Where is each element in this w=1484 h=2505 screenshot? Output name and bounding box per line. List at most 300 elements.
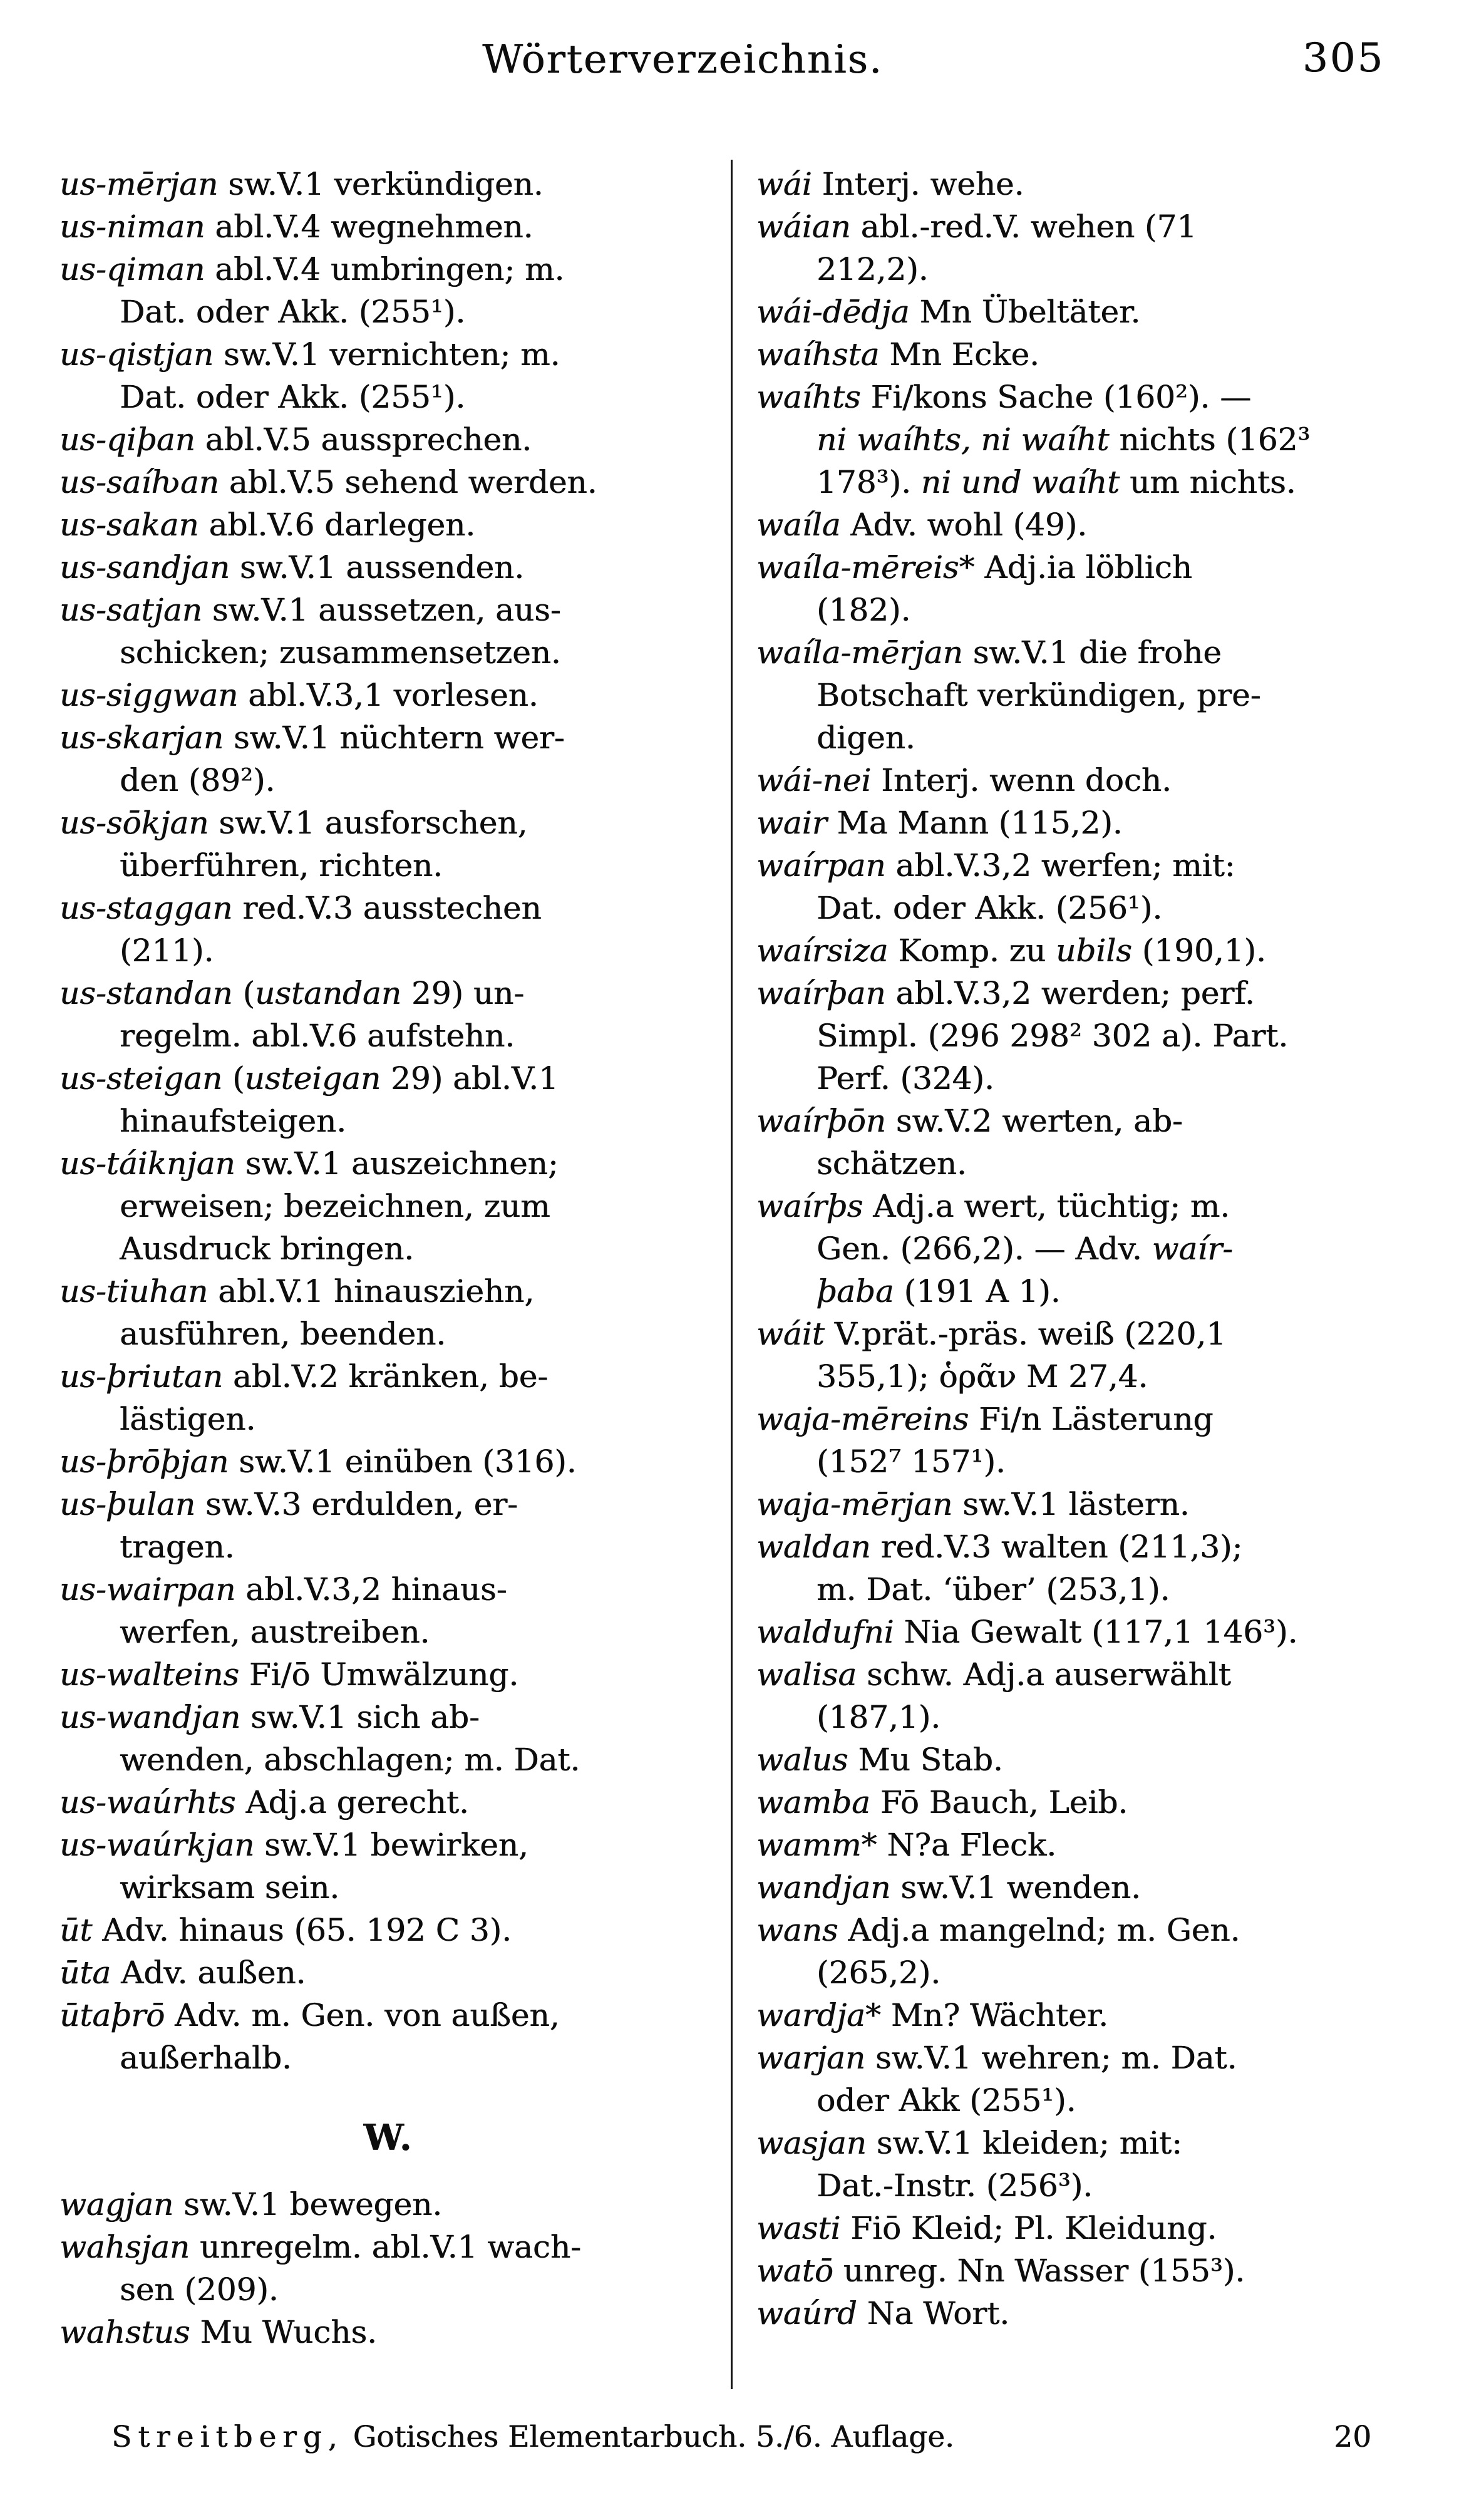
gothic-term: us-qistjan [59, 336, 214, 373]
entry-line-continuation [756, 418, 1448, 461]
gothic-term: waíla-mēreis* [756, 549, 975, 586]
dictionary-entry [59, 589, 717, 674]
entry-line [59, 1440, 717, 1483]
gloss-text: sw.V.1 aussenden. [229, 549, 525, 586]
gloss-text: Dat. oder Akk. (255¹). [120, 294, 466, 330]
gothic-term: wagjan [59, 2186, 174, 2223]
gloss-text: Adj.ia löblich [974, 549, 1192, 586]
footer-author: Streitberg, [111, 2420, 344, 2454]
gloss-text: lästigen. [120, 1401, 256, 1437]
entry-line [59, 589, 717, 631]
gloss-text: den (89²). [120, 762, 276, 798]
entry-line [59, 163, 717, 205]
gloss-text: Interj. wenn doch. [871, 762, 1172, 798]
gloss-text: Fō Bauch, Leib. [870, 1784, 1128, 1821]
dictionary-entry [756, 333, 1448, 376]
entry-line-continuation [59, 1611, 717, 1653]
gothic-term: us-þrōþjan [59, 1444, 229, 1480]
entry-line [756, 1824, 1448, 1866]
entry-line [756, 1866, 1448, 1909]
entry-line [756, 163, 1448, 205]
gothic-term: us-wandjan [59, 1699, 241, 1735]
entry-line-continuation [59, 291, 717, 333]
gloss-text: m. Dat. ‘über’ (253,1). [817, 1571, 1170, 1608]
gloss-text: Adv. m. Gen. von außen, [165, 1997, 560, 2033]
entry-line-continuation [59, 929, 717, 972]
page-footer [111, 2420, 1371, 2454]
entry-line-continuation [59, 844, 717, 887]
gloss-text: digen. [817, 720, 915, 756]
entry-line [756, 1653, 1448, 1696]
gloss-text: sw.V.1 nüchtern wer- [223, 720, 565, 756]
gloss-text: red.V.3 ausstechen [232, 890, 542, 926]
dictionary-entry [756, 929, 1448, 972]
entry-line [756, 1185, 1448, 1227]
dictionary-entry [59, 1909, 717, 1951]
entry-line [756, 972, 1448, 1015]
dictionary-entry [59, 1355, 717, 1440]
dictionary-entry [59, 1824, 717, 1909]
dictionary-entry [59, 2226, 717, 2311]
gothic-term: watō [756, 2253, 833, 2289]
dictionary-entry [59, 2311, 717, 2353]
entry-line-continuation [59, 1738, 717, 1781]
gloss-text: abl.V.4 wegnehmen. [205, 209, 533, 245]
entry-line [59, 716, 717, 759]
gothic-term: us-tiuhan [59, 1273, 209, 1309]
gloss-text: Dat. oder Akk. (256¹). [817, 890, 1163, 926]
gloss-text: unregelm. abl.V.1 wach- [189, 2229, 581, 2265]
gothic-term: us-walteins [59, 1656, 239, 1693]
entry-line [756, 205, 1448, 248]
gothic-term: wahstus [59, 2314, 190, 2350]
gloss-text: Adv. hinaus (65. 192 C 3). [92, 1912, 512, 1948]
gothic-term: us-steigan [59, 1060, 223, 1097]
gloss-text: Fi/n Lästerung [969, 1401, 1213, 1437]
dictionary-entry [756, 205, 1448, 291]
gloss-text: (190,1). [1131, 932, 1266, 969]
entry-line [59, 1270, 717, 1313]
entry-line-continuation [756, 674, 1448, 716]
entry-line [756, 1781, 1448, 1824]
entry-line [756, 1611, 1448, 1653]
gloss-text: sw.V.1 kleiden; mit: [866, 2125, 1182, 2161]
gothic-term: waja-mērjan [756, 1486, 953, 1522]
gloss-text: abl.V.2 kränken, be- [222, 1358, 549, 1395]
gloss-text: sw.V.1 auszeichnen; [235, 1145, 559, 1182]
gloss-text: (265,2). [817, 1955, 941, 1991]
entry-line [756, 2122, 1448, 2164]
gloss-text: sw.V.1 aussetzen, aus- [202, 592, 561, 628]
column-divider [731, 160, 733, 2389]
running-title: Wörterverzeichnis. [482, 36, 883, 82]
entry-line [59, 2183, 717, 2226]
entry-line-continuation [59, 1526, 717, 1568]
entry-line [756, 1526, 1448, 1568]
entry-line [59, 1824, 717, 1866]
gothic-term: ūta [59, 1955, 111, 1991]
entry-line-continuation [59, 759, 717, 802]
entry-line [756, 1909, 1448, 1951]
gloss-text: Interj. wehe. [812, 166, 1024, 202]
gloss-text: Mu Stab. [848, 1742, 1003, 1778]
footer-sheet-number: 20 [1334, 2420, 1371, 2454]
gloss-text: N?a Fleck. [877, 1827, 1057, 1863]
gloss-text: wenden, abschlagen; m. Dat. [120, 1742, 580, 1778]
gothic-term: waja-mēreins [756, 1401, 969, 1437]
gloss-text: Adj.a gerecht. [235, 1784, 469, 1821]
gloss-text: Na Wort. [857, 2295, 1010, 2332]
gloss-text: abl.V.1 hinausziehn, [208, 1273, 535, 1309]
entry-line [59, 1994, 717, 2037]
entry-line [756, 291, 1448, 333]
gloss-text: Ausdruck bringen. [120, 1231, 415, 1267]
gothic-term: us-sōkjan [59, 805, 209, 841]
right-column [756, 163, 1448, 2335]
gothic-term: wasti [756, 2210, 841, 2246]
entry-line [59, 2311, 717, 2353]
dictionary-entry [756, 2292, 1448, 2335]
dictionary-entry [59, 546, 717, 589]
gloss-text: außerhalb. [120, 2040, 292, 2076]
dictionary-entry [59, 1994, 717, 2079]
entry-line [756, 1994, 1448, 2037]
dictionary-entry [59, 1142, 717, 1270]
gloss-text: abl.V.3,2 werfen; mit: [885, 847, 1235, 884]
dictionary-entry [756, 1824, 1448, 1866]
gothic-term: waúrd [756, 2295, 857, 2332]
entry-line-continuation [756, 461, 1448, 504]
gloss-text: sw.V.1 sich ab- [240, 1699, 480, 1735]
gloss-text: 29) abl.V.1 [381, 1060, 559, 1097]
gothic-term: waírþs [756, 1188, 863, 1224]
dictionary-entry [756, 1611, 1448, 1653]
gloss-text: sw.V.2 werten, ab- [885, 1103, 1183, 1139]
dictionary-entry [756, 844, 1448, 929]
gloss-text: Ma Mann (115,2). [827, 805, 1123, 841]
entry-line-continuation [756, 1270, 1448, 1313]
gloss-text: sw.V.1 vernichten; m. [214, 336, 560, 373]
dictionary-entry [59, 504, 717, 546]
gothic-term: ni waíhts, ni waíht [817, 421, 1110, 458]
entry-line-continuation [59, 1100, 717, 1142]
entry-line [756, 1100, 1448, 1142]
entry-line-continuation [756, 887, 1448, 929]
dictionary-entry [59, 972, 717, 1057]
gloss-text: (152⁷ 157¹). [817, 1444, 1006, 1480]
entry-line [756, 844, 1448, 887]
entry-line [59, 546, 717, 589]
gloss-text: werfen, austreiben. [120, 1614, 430, 1650]
gloss-text: abl.V.3,2 werden; perf. [885, 975, 1255, 1011]
gloss-text: 355,1); ὁρᾶν M 27,4. [817, 1358, 1148, 1395]
dictionary-entry [59, 716, 717, 802]
dictionary-entry [59, 802, 717, 887]
entry-line [59, 461, 717, 504]
gothic-term: wáit [756, 1316, 825, 1352]
entry-line [756, 546, 1448, 589]
gloss-text: Mn Ecke. [879, 336, 1039, 373]
gloss-text: red.V.3 walten (211,3); [870, 1529, 1243, 1565]
gothic-term: us-þulan [59, 1486, 195, 1522]
entry-line-continuation [756, 1015, 1448, 1057]
gothic-term: wair [756, 805, 827, 841]
entry-line [756, 2037, 1448, 2079]
gloss-text: erweisen; bezeichnen, zum [120, 1188, 550, 1224]
gothic-term: wamm* [756, 1827, 877, 1863]
gothic-term: ustandan [254, 975, 401, 1011]
gothic-term: wardja* [756, 1997, 881, 2033]
gloss-text: 29) un- [401, 975, 525, 1011]
dictionary-entry [756, 1909, 1448, 1994]
gothic-term: wasjan [756, 2125, 867, 2161]
gothic-term: waíla [756, 507, 841, 543]
gothic-term: wái [756, 166, 812, 202]
dictionary-entry [756, 1313, 1448, 1398]
dictionary-entry [59, 1653, 717, 1696]
gloss-text: hinaufsteigen. [120, 1103, 346, 1139]
gothic-term: us-standan [59, 975, 233, 1011]
gothic-term: ūtaþrō [59, 1997, 165, 2033]
entry-line [59, 1568, 717, 1611]
entry-line-continuation [756, 716, 1448, 759]
entry-line-continuation [59, 631, 717, 674]
gothic-term: wái-nei [756, 762, 872, 798]
dictionary-entry [59, 674, 717, 716]
dictionary-entry [59, 1568, 717, 1653]
gloss-text: überführen, richten. [120, 847, 443, 884]
entry-line-continuation [756, 2164, 1448, 2207]
gloss-text: (187,1). [817, 1699, 941, 1735]
dictionary-entry [59, 163, 717, 205]
dictionary-entry [756, 1653, 1448, 1738]
dictionary-entry [756, 1738, 1448, 1781]
entry-line [59, 802, 717, 844]
dictionary-entry [59, 1270, 717, 1355]
footer-citation [111, 2420, 954, 2454]
gothic-term: us-siggwan [59, 677, 239, 713]
gloss-text: Botschaft verkündigen, pre- [817, 677, 1261, 713]
gloss-text: Adj.a mangelnd; m. Gen. [838, 1912, 1240, 1948]
gloss-text: Fi/ō Umwälzung. [239, 1656, 519, 1693]
dictionary-entry [59, 1781, 717, 1824]
gothic-term: waíla-mērjan [756, 634, 963, 671]
entry-line [756, 1738, 1448, 1781]
entry-line [59, 1653, 717, 1696]
gloss-text: abl.V.4 umbringen; m. [205, 251, 565, 287]
left-column [59, 163, 717, 2353]
entry-line [59, 1057, 717, 1100]
gloss-text: abl.V.5 aussprechen. [195, 421, 532, 458]
footer-book-title: Gotisches Elementarbuch. 5./6. Auflage. [343, 2420, 954, 2454]
entry-line [756, 929, 1448, 972]
gloss-text: sen (209). [120, 2271, 279, 2308]
entry-line [59, 248, 717, 291]
gloss-text: Simpl. (296 298² 302 a). Part. [817, 1018, 1289, 1054]
dictionary-entry [756, 163, 1448, 205]
entry-line-continuation [756, 1355, 1448, 1398]
gothic-term: us-sandjan [59, 549, 230, 586]
dictionary-entry [756, 631, 1448, 759]
entry-line-continuation [756, 1696, 1448, 1738]
gothic-term: warjan [756, 2040, 866, 2076]
gloss-text: Fi/kons Sache (160²). — [860, 379, 1252, 415]
gloss-text: V.prät.-präs. weiß (220,1 [824, 1316, 1226, 1352]
dictionary-entry [756, 1526, 1448, 1611]
gothic-term: ubils [1055, 932, 1132, 969]
gothic-term: us-þriutan [59, 1358, 223, 1395]
gloss-text: oder Akk (255¹). [817, 2082, 1076, 2119]
gothic-term: waldufni [756, 1614, 894, 1650]
gloss-text: abl.V.5 sehend werden. [219, 464, 597, 500]
gloss-text: sw.V.1 ausforschen, [209, 805, 528, 841]
entry-line-continuation [756, 1142, 1448, 1185]
gloss-text: sw.V.1 einüben (316). [229, 1444, 577, 1480]
dictionary-entry [756, 759, 1448, 802]
gloss-text: abl.V.3,1 vorlesen. [238, 677, 538, 713]
entry-line-continuation [59, 1313, 717, 1355]
dictionary-entry [756, 546, 1448, 631]
gloss-text: sw.V.1 verkündigen. [218, 166, 544, 202]
gothic-term: us-skarjan [59, 720, 224, 756]
entry-line-continuation [756, 1057, 1448, 1100]
gothic-term: waírþōn [756, 1103, 886, 1139]
entry-line [756, 376, 1448, 418]
gothic-term: us-qiþan [59, 421, 195, 458]
gothic-term: waíhts [756, 379, 861, 415]
entry-line [59, 1355, 717, 1398]
gothic-term: us-sakan [59, 507, 199, 543]
gothic-term: usteigan [244, 1060, 381, 1097]
gloss-text: um nichts. [1120, 464, 1296, 500]
gloss-text: ( [232, 975, 255, 1011]
gothic-term: walisa [756, 1656, 857, 1693]
entry-line-continuation [59, 1185, 717, 1227]
gloss-text: schw. Adj.a auserwählt [857, 1656, 1231, 1693]
dictionary-entry [59, 1696, 717, 1781]
gloss-text: sw.V.1 wenden. [890, 1869, 1141, 1906]
entry-line-continuation [756, 1440, 1448, 1483]
dictionary-entry [756, 802, 1448, 844]
gloss-text: (191 A 1). [894, 1273, 1061, 1309]
section-heading-w: W. [363, 2117, 413, 2159]
entry-line [59, 1909, 717, 1951]
entry-line [59, 887, 717, 929]
gothic-term: us-wairpan [59, 1571, 236, 1608]
entry-line-continuation [756, 1951, 1448, 1994]
gloss-text: sw.V.1 bewegen. [173, 2186, 443, 2223]
gothic-term: wáian [756, 209, 851, 245]
gothic-term: wái-dēdja [756, 294, 910, 330]
entry-line [59, 674, 717, 716]
entry-line-continuation [59, 2268, 717, 2311]
gloss-text: unreg. Nn Wasser (155³). [833, 2253, 1245, 2289]
entry-line [756, 1483, 1448, 1526]
gloss-text: ausführen, beenden. [120, 1316, 446, 1352]
gloss-text: regelm. abl.V.6 aufstehn. [120, 1018, 515, 1054]
gothic-term: waírþan [756, 975, 886, 1011]
gloss-text: wirksam sein. [120, 1869, 340, 1906]
entry-line-continuation [59, 2037, 717, 2079]
dictionary-entry [756, 1483, 1448, 1526]
dictionary-entry [756, 291, 1448, 333]
dictionary-entry [59, 1057, 717, 1142]
entry-line [59, 1483, 717, 1526]
gothic-term: wamba [756, 1784, 870, 1821]
dictionary-entry [59, 1951, 717, 1994]
gloss-text: (211). [120, 932, 214, 969]
gloss-text: sw.V.3 erdulden, er- [195, 1486, 518, 1522]
gloss-text: Adv. außen. [111, 1955, 306, 1991]
dictionary-entry [756, 1398, 1448, 1483]
gothic-term: waírpan [756, 847, 886, 884]
gloss-text: schätzen. [817, 1145, 967, 1182]
gothic-term: us-waúrkjan [59, 1827, 255, 1863]
entry-line-continuation [756, 1568, 1448, 1611]
dictionary-entry [756, 2037, 1448, 2122]
dictionary-entry [756, 972, 1448, 1100]
dictionary-entry [59, 461, 717, 504]
entry-line [59, 333, 717, 376]
gloss-text: sw.V.1 die frohe [962, 634, 1222, 671]
entry-line [756, 504, 1448, 546]
entry-line [59, 418, 717, 461]
gothic-term: waírsiza [756, 932, 889, 969]
gloss-text: abl.-red.V. wehen (71 [850, 209, 1197, 245]
gloss-text: Nia Gewalt (117,1 146³). [894, 1614, 1298, 1650]
dictionary-entry [59, 887, 717, 972]
entry-line-continuation [756, 2079, 1448, 2122]
gothic-term: us-táiknjan [59, 1145, 235, 1182]
dictionary-entry [59, 248, 717, 333]
dictionary-entry [756, 504, 1448, 546]
entry-line-continuation [59, 1015, 717, 1057]
gloss-text: Fiō Kleid; Pl. Kleidung. [840, 2210, 1217, 2246]
gothic-term: waldan [756, 1529, 871, 1565]
gloss-text: Adv. wohl (49). [840, 507, 1088, 543]
gothic-term: us-waúrhts [59, 1784, 236, 1821]
gloss-text: 178³). [817, 464, 921, 500]
gloss-text: tragen. [120, 1529, 235, 1565]
entry-line-continuation [756, 248, 1448, 291]
entry-line [756, 1313, 1448, 1355]
gloss-text: abl.V.6 darlegen. [198, 507, 476, 543]
dictionary-entry [756, 1994, 1448, 2037]
entry-line-continuation [59, 376, 717, 418]
gloss-text: schicken; zusammensetzen. [120, 634, 561, 671]
gothic-term: us-qiman [59, 251, 205, 287]
dictionary-entry [756, 1100, 1448, 1185]
gloss-text: (182). [817, 592, 911, 628]
dictionary-entry [756, 1185, 1448, 1313]
entry-line-continuation [756, 1227, 1448, 1270]
gothic-term: waíhsta [756, 336, 880, 373]
dictionary-entry [59, 205, 717, 248]
gothic-term: wandjan [756, 1869, 891, 1906]
gothic-term: waír- [1152, 1231, 1233, 1267]
entry-line-continuation [756, 589, 1448, 631]
entry-line [756, 631, 1448, 674]
dictionary-entry [756, 2207, 1448, 2249]
entry-line [59, 1696, 717, 1738]
gloss-text: Dat.-Instr. (256³). [817, 2167, 1093, 2204]
gothic-term: ni und waíht [920, 464, 1120, 500]
entry-line [59, 2226, 717, 2268]
gloss-text: ( [222, 1060, 245, 1097]
entry-line [756, 802, 1448, 844]
gloss-text: sw.V.1 lästern. [952, 1486, 1190, 1522]
dictionary-entry [59, 418, 717, 461]
